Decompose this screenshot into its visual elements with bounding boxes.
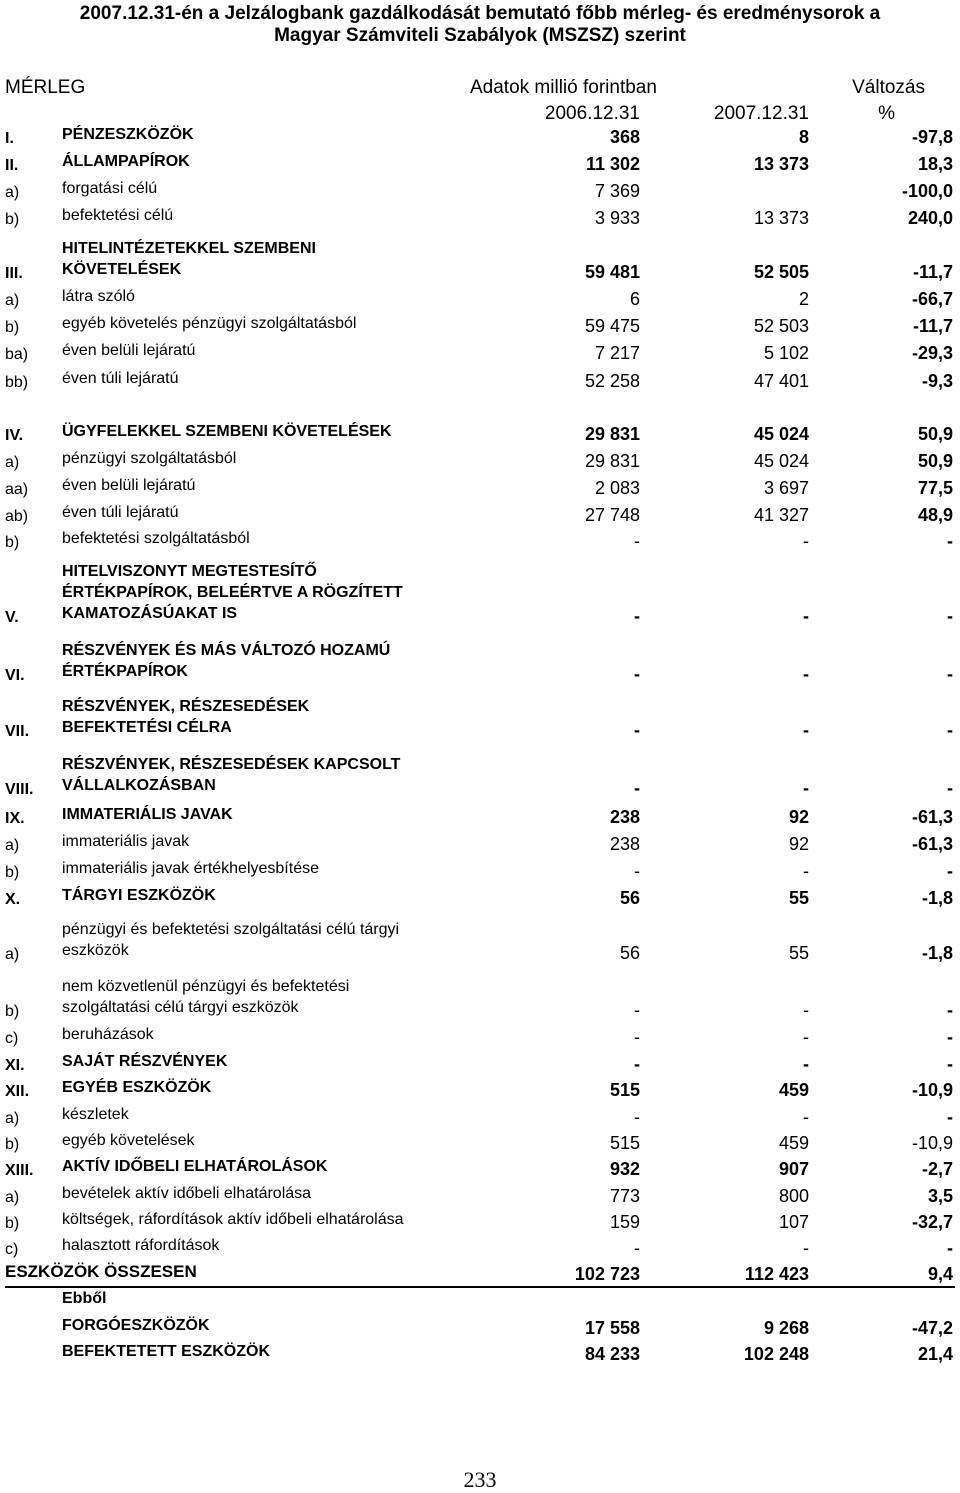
row-label: költségek, ráfordítások aktív időbeli elhatárolása [62,1211,404,1228]
change-heading: Változás [852,77,925,98]
change-percent: - [947,720,953,740]
table-row [0,756,960,799]
row-number: b) [5,1215,20,1232]
value-2006: 932 [609,1159,640,1179]
total-2007: 112 423 [744,1264,809,1284]
change-percent: -100,0 [901,181,953,201]
value-2006: 368 [609,127,640,147]
change-percent: -11,7 [912,262,953,282]
change-percent: 77,5 [917,478,953,498]
change-percent: - [947,1238,953,1258]
row-label: látra szóló [62,288,135,305]
value-2007: - [803,531,809,551]
change-percent: 18,3 [917,154,953,174]
row-number: X. [5,891,21,908]
table-row [0,472,960,499]
row-label: befektetési szolgáltatásból [62,530,250,547]
total-2006: 102 723 [574,1264,640,1284]
table-row [0,1048,960,1075]
table-row [0,148,960,175]
value-2007: - [803,1054,809,1074]
change-percent: 48,9 [917,505,953,525]
row-number: a) [5,946,20,963]
section-heading: MÉRLEG [5,77,86,98]
table-row [0,1232,960,1259]
value-2007: 52 505 [753,262,809,282]
change-percent: - [947,861,953,881]
table-row [0,1074,960,1101]
change-percent: -9,3 [921,371,953,391]
value-2006: - [634,1238,640,1258]
row-label: bevételek aktív időbeli elhatárolása [62,1185,312,1202]
value-2006: 27 748 [584,505,640,525]
value-2006: 515 [609,1080,640,1100]
value-2007: 107 [778,1212,809,1232]
table-row [0,642,960,685]
row-label: AKTÍV IDŐBELI ELHATÁROLÁSOK [62,1158,328,1175]
row-number: b) [5,319,20,336]
change-percent: -61,3 [911,834,953,854]
table-row [0,882,960,909]
row-label: ÜGYFELEKKEL SZEMBENI KÖVETELÉSEK [62,423,392,440]
row-label: TÁRGYI ESZKÖZÖK [62,887,216,904]
change-percent: 50,9 [917,424,953,444]
total-row [0,1258,960,1285]
value-2007: 800 [778,1186,809,1206]
row-label: immateriális javak értékhelyesbítése [62,860,319,877]
value-2006: - [634,861,640,881]
value-2006: - [634,1107,640,1127]
value-2006: 159 [609,1212,640,1232]
row-number: a) [5,1189,20,1206]
summary-label: Ebből [62,1290,107,1307]
value-2006: - [634,1000,640,1020]
row-number: VII. [5,723,30,740]
value-2006: 2 083 [594,478,640,498]
row-number: II. [5,157,19,174]
value-2007: - [803,1000,809,1020]
value-2006: - [634,778,640,798]
row-label: RÉSZVÉNYEK, RÉSZESEDÉSEK KAPCSOLT VÁLLALKOZÁSBAN [62,756,401,794]
row-number: V. [5,609,19,626]
table-row [0,978,960,1021]
column-2007-heading: 2007.12.31 [713,103,809,124]
row-number: VIII. [5,781,34,798]
row-number: a) [5,184,20,201]
value-2006: - [634,664,640,684]
value-2006: 3 933 [594,208,640,228]
row-label: forgatási célú [62,180,158,197]
change-percent: -11,7 [912,316,953,336]
row-label: PÉNZESZKÖZÖK [62,126,194,143]
summary-row [0,1338,960,1365]
change-percent: -1,8 [921,943,953,963]
row-label: HITELVISZONYT MEGTESTESÍTŐ ÉRTÉKPAPÍROK, BELEÉRTVE A RÖGZÍTETT KAMATOZÁSÚAKAT IS [62,563,403,622]
row-label: éven belüli lejáratú [62,477,196,494]
row-number: a) [5,292,20,309]
row-label: IMMATERIÁLIS JAVAK [62,806,233,823]
table-row [0,563,960,627]
value-2007: - [803,861,809,881]
value-2006: - [634,531,640,551]
value-2006: 7 369 [594,181,640,201]
value-2007: 52 503 [753,316,809,336]
table-row [0,1101,960,1128]
table-row [0,1180,960,1207]
table-row [0,337,960,364]
summary-row [0,1285,960,1312]
table-row [0,121,960,148]
change-percent: -61,3 [911,807,953,827]
change-percent: -1,8 [921,888,953,908]
row-label: SAJÁT RÉSZVÉNYEK [62,1053,228,1070]
value-2006: 773 [609,1186,640,1206]
value-2007: 13 373 [753,154,809,174]
value-2006: 238 [609,834,640,854]
row-number: b) [5,1136,20,1153]
summary-2006: 17 558 [584,1318,640,1338]
value-2007: 41 327 [753,505,809,525]
table-row [0,801,960,828]
value-2006: 56 [619,943,640,963]
row-label: EGYÉB ESZKÖZÖK [62,1079,212,1096]
table-row [0,525,960,552]
value-2007: 45 024 [753,451,809,471]
value-2007: 5 102 [763,343,809,363]
total-separator [5,1286,955,1288]
change-percent: - [947,1107,953,1127]
value-2007: 92 [788,807,809,827]
row-number: VI. [5,667,25,684]
summary-row [0,1312,960,1339]
change-percent: 3,5 [927,1186,953,1206]
value-2007: - [803,664,809,684]
row-number: ba) [5,346,29,363]
value-2007: 459 [778,1080,809,1100]
value-2006: - [634,606,640,626]
row-label: RÉSZVÉNYEK, RÉSZESEDÉSEK BEFEKTETÉSI CÉLRA [62,698,310,736]
change-percent: -66,7 [911,289,953,309]
total-change: 9,4 [927,1264,953,1284]
value-2007: 907 [778,1159,809,1179]
row-label: készletek [62,1106,129,1123]
row-label: ÁLLAMPAPÍROK [62,153,190,170]
summary-label: FORGÓESZKÖZÖK [62,1317,210,1334]
table-row [0,310,960,337]
table-row [0,828,960,855]
document-title-line2: Magyar Számviteli Szabályok (MSZSZ) szerint [274,25,686,46]
value-2006: 6 [629,289,640,309]
row-number: a) [5,837,20,854]
table-row [0,445,960,472]
value-2007: - [803,778,809,798]
table-row [0,1153,960,1180]
row-label: HITELINTÉZETEKKEL SZEMBENI KÖVETELÉSEK [62,240,316,278]
value-2006: 515 [609,1133,640,1153]
row-number: IX. [5,810,25,827]
value-2007: 8 [798,127,809,147]
value-2006: 7 217 [594,343,640,363]
table-row [0,1127,960,1154]
row-number: ab) [5,508,29,525]
value-2006: 238 [609,807,640,827]
change-percent: -32,7 [911,1212,953,1232]
value-2007: - [803,1107,809,1127]
value-2006: 59 475 [584,316,640,336]
value-2007: - [803,606,809,626]
row-number: a) [5,454,20,471]
percent-heading: % [878,103,895,124]
row-label: beruházások [62,1026,154,1043]
column-2006-heading: 2006.12.31 [544,103,640,124]
row-number: c) [5,1030,19,1047]
row-number: I. [5,130,14,147]
row-label: nem közvetlenül pénzügyi és befektetési szolgáltatási célú tárgyi eszközök [62,978,350,1016]
change-percent: -2,7 [921,1159,953,1179]
summary-2007: 9 268 [763,1318,809,1338]
change-percent: - [947,606,953,626]
row-label: RÉSZVÉNYEK ÉS MÁS VÁLTOZÓ HOZAMÚ ÉRTÉKPAPÍROK [62,642,391,680]
row-number: XIII. [5,1162,34,1179]
value-2006: 29 831 [584,424,640,444]
row-label: pénzügyi szolgáltatásból [62,450,237,467]
value-2006: - [634,1027,640,1047]
change-percent: - [947,1027,953,1047]
table-row [0,921,960,964]
row-number: aa) [5,481,29,498]
row-label: befektetési célú [62,207,174,224]
summary-2006: 84 233 [584,1344,640,1364]
value-2007: - [803,1027,809,1047]
row-label: éven belüli lejáratú [62,342,196,359]
row-label: egyéb követelés pénzügyi szolgáltatásból [62,315,357,332]
row-label: immateriális javak [62,833,190,850]
change-percent: 50,9 [917,451,953,471]
change-percent: -10,9 [911,1133,953,1153]
row-number: b) [5,1003,20,1020]
change-percent: - [947,1000,953,1020]
row-label: pénzügyi és befektetési szolgáltatási célú tárgyi eszközök [62,921,400,959]
table-row [0,698,960,741]
value-2007: 45 024 [753,424,809,444]
table-row [0,283,960,310]
summary-2007: 102 248 [743,1344,809,1364]
table-row [0,240,960,283]
table-row [0,1206,960,1233]
change-percent: - [947,531,953,551]
row-number: III. [5,265,23,282]
value-2007: 55 [788,943,809,963]
total-label: ESZKÖZÖK ÖSSZESEN [5,1262,197,1281]
summary-label: BEFEKTETETT ESZKÖZÖK [62,1343,270,1360]
summary-change: -47,2 [911,1318,953,1338]
value-2006: 52 258 [584,371,640,391]
table-row [0,365,960,392]
change-percent: - [947,1054,953,1074]
page-number: 233 [463,1467,497,1492]
value-2006: 29 831 [584,451,640,471]
table-row [0,175,960,202]
value-2007: - [803,1238,809,1258]
document-title-line1: 2007.12.31-én a Jelzálogbank gazdálkodását bemutató főbb mérleg- és eredménysorok a [79,3,881,24]
row-number: XI. [5,1057,25,1074]
row-number: IV. [5,427,24,444]
table-row [0,418,960,445]
units-heading: Adatok millió forintban [470,77,657,98]
value-2007: 55 [788,888,809,908]
value-2007: 13 373 [753,208,809,228]
row-number: XII. [5,1083,30,1100]
table-row [0,1021,960,1048]
table-row [0,499,960,526]
row-number: bb) [5,374,29,391]
change-percent: 240,0 [907,208,953,228]
row-number: b) [5,534,20,551]
value-2006: - [634,720,640,740]
row-number: a) [5,1110,20,1127]
value-2007: 3 697 [763,478,809,498]
row-label: egyéb követelések [62,1132,195,1149]
change-percent: - [947,664,953,684]
summary-change: 21,4 [917,1344,953,1364]
change-percent: -97,8 [911,127,953,147]
table-row [0,855,960,882]
value-2007: - [803,720,809,740]
row-number: c) [5,1241,19,1258]
row-label: éven túli lejáratú [62,504,179,521]
row-number: b) [5,211,20,228]
change-percent: - [947,778,953,798]
table-row [0,202,960,229]
row-number: b) [5,864,20,881]
value-2007: 47 401 [753,371,809,391]
value-2007: 2 [798,289,809,309]
value-2007: 459 [778,1133,809,1153]
value-2006: 11 302 [585,154,640,174]
row-label: éven túli lejáratú [62,370,179,387]
row-label: halasztott ráfordítások [62,1237,220,1254]
value-2006: - [634,1054,640,1074]
value-2006: 59 481 [584,262,640,282]
value-2006: 56 [619,888,640,908]
value-2007: 92 [788,834,809,854]
change-percent: -10,9 [911,1080,953,1100]
change-percent: -29,3 [911,343,953,363]
